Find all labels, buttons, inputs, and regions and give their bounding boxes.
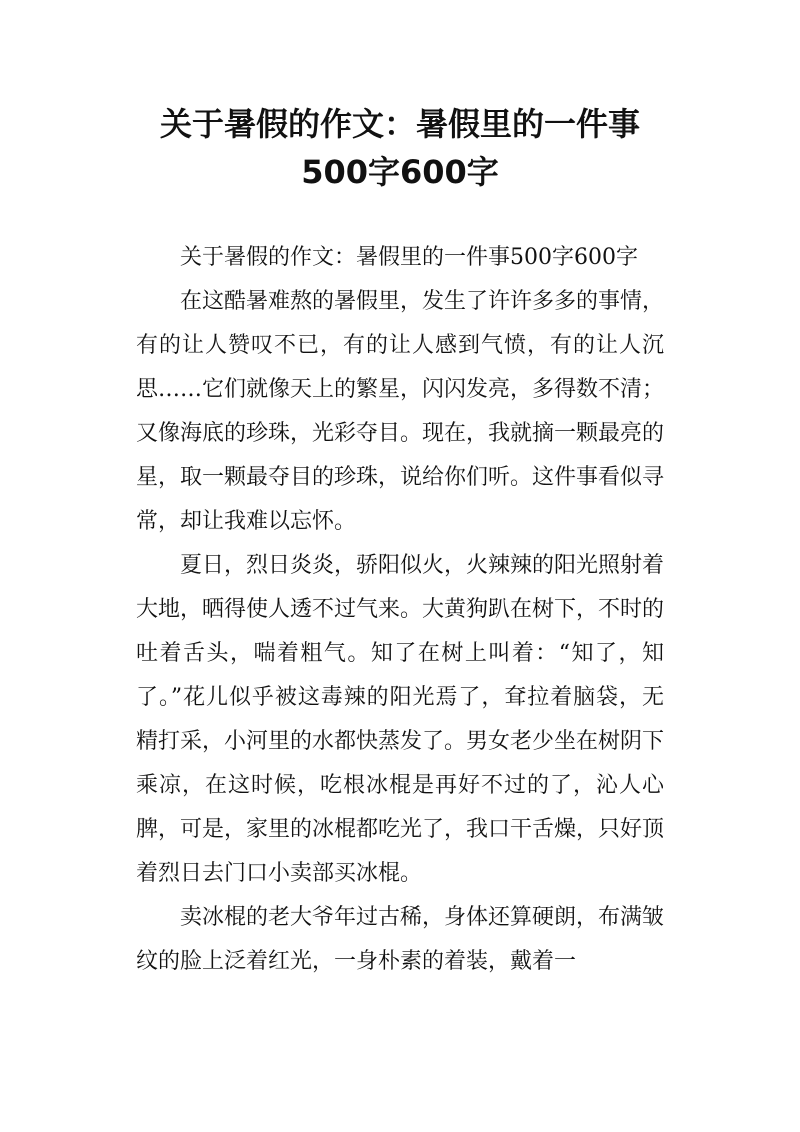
- paragraph: 在这酷暑难熬的暑假里，发生了许许多多的事情，有的让人赞叹不已，有的让人感到气愤，有的让人沉思……它们就像天上的繁星，闪闪发亮，多得数不清；又像海底的珍珠，光彩夺目。现在，我就摘一颗最亮的星，取一颗最夺目的珍珠，说给你们听。这件事看似寻常，却让我难以忘怀。: [136, 289, 665, 534]
- document-body: [136, 236, 664, 984]
- paragraph-heading: 关于暑假的作文：暑假里的一件事500字600字: [180, 245, 638, 270]
- paragraph: 夏日，烈日炎炎，骄阳似火，火辣辣的阳光照射着大地，晒得使人透不过气来。大黄狗趴在树下，不时的吐着舌头，喘着粗气。知了在树上叫着：“知了，知了。”花儿似乎被这毒辣的阳光焉了，耷拉着脑袋，无精打采，小河里的水都快蒸发了。男女老少坐在树阴下乘凉，在这时候，吃根冰棍是再好不过的了，沁人心脾，可是，家里的冰棍都吃光了，我口干舌燥，只好顶着烈日去门口小卖部买冰棍。: [136, 553, 665, 886]
- document-title: [0, 100, 800, 196]
- paragraph: 卖冰棍的老大爷年过古稀，身体还算硬朗，布满皱纹的脸上泛着红光，一身朴素的着装，戴着一: [136, 905, 665, 974]
- title-line-1: 关于暑假的作文：暑假里的一件事: [159, 105, 640, 143]
- title-line-2: 500字600字: [301, 153, 499, 191]
